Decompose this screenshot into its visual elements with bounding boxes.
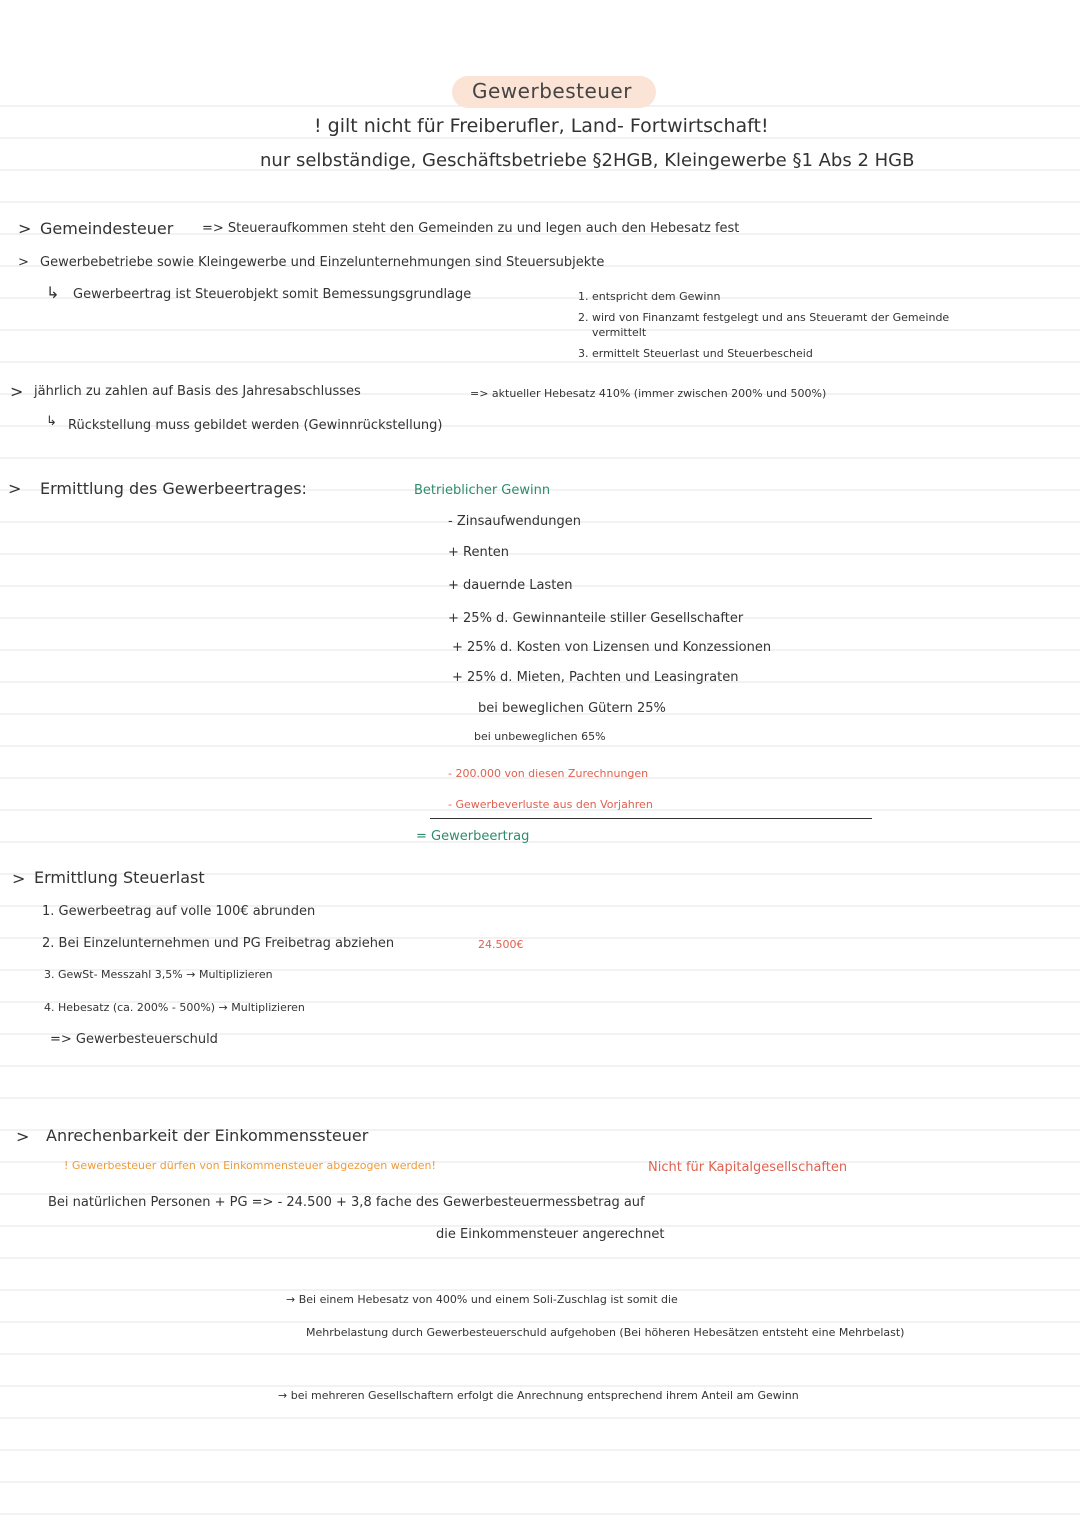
chevron-icon: >: [8, 479, 22, 498]
page-title: Gewerbesteuer: [472, 79, 632, 103]
calc-item: + Renten: [448, 545, 510, 560]
section-heading-anrechenbarkeit: Anrechenbarkeit der Einkommenssteuer: [46, 1126, 369, 1145]
provision-note: Rückstellung muss gebildet werden (Gewinnrückstellung): [68, 418, 443, 433]
step-item: 2. Bei Einzelunternehmen und PG Freibetrag abziehen: [42, 936, 395, 951]
step-item: 4. Hebesatz (ca. 200% - 500%) → Multiplizieren: [44, 1001, 305, 1014]
calc-sub-item: bei unbeweglichen 65%: [474, 730, 606, 743]
calc-item: + 25% d. Mieten, Pachten und Leasingraten: [452, 670, 739, 685]
municipal-tax-label: Gemeindesteuer: [40, 219, 174, 238]
deduction-item: - 200.000 von diesen Zurechnungen: [448, 767, 649, 780]
hook-arrow-icon: ↳: [46, 283, 60, 302]
chevron-icon: >: [10, 382, 24, 401]
tax-debt-result: => Gewerbesteuerschuld: [50, 1032, 218, 1047]
exception-note: Nicht für Kapitalgesellschaften: [648, 1160, 848, 1175]
note-item: 3. ermittelt Steuerlast und Steuerbescheid: [578, 347, 813, 360]
note-item: 1. entspricht dem Gewinn: [578, 290, 721, 303]
chevron-icon: >: [18, 255, 29, 270]
step-item: 1. Gewerbeetrag auf volle 100€ abrunden: [42, 904, 316, 919]
rate-note: → Bei einem Hebesatz von 400% und einem Soli-Zuschlag ist somit die: [286, 1293, 678, 1306]
calc-item: + dauernde Lasten: [448, 578, 573, 593]
section-heading-steuerlast: Ermittlung Steuerlast: [34, 868, 205, 887]
step-item: 3. GewSt- Messzahl 3,5% → Multiplizieren: [44, 968, 273, 981]
chevron-icon: >: [16, 1127, 30, 1146]
calc-sub-item: bei beweglichen Gütern 25%: [478, 701, 666, 716]
note-item: 2. wird von Finanzamt festgelegt und ans Steueramt der Gemeinde: [578, 311, 950, 324]
chevron-icon: >: [12, 869, 26, 888]
hook-arrow-icon: ↳: [46, 414, 57, 429]
note-item: vermittelt: [592, 326, 647, 339]
deduction-warning: ! Gewerbesteuer dürfen von Einkommensteuer abgezogen werden!: [64, 1159, 436, 1172]
chevron-icon: >: [18, 219, 32, 238]
gewerbeertrag-result: = Gewerbeertrag: [416, 829, 530, 844]
credit-rule-cont: die Einkommensteuer angerechnet: [436, 1227, 665, 1242]
operating-profit: Betrieblicher Gewinn: [414, 483, 551, 498]
rate-note-cont: Mehrbelastung durch Gewerbesteuerschuld aufgehoben (Bei höheren Hebesätzen entsteht eine Mehrbelast): [306, 1326, 905, 1339]
scope-line: nur selbständige, Geschäftsbetriebe §2HGB, Kleingewerbe §1 Abs 2 HGB: [260, 150, 915, 171]
current-rate: => aktueller Hebesatz 410% (immer zwischen 200% und 500%): [470, 387, 827, 400]
annual-payment: jährlich zu zahlen auf Basis des Jahresabschlusses: [34, 384, 361, 399]
sum-line: [430, 818, 872, 819]
deduction-item: - Gewerbeverluste aus den Vorjahren: [448, 798, 653, 811]
calc-item: - Zinsaufwendungen: [448, 514, 581, 529]
tax-object: Gewerbeertrag ist Steuerobjekt somit Bemessungsgrundlage: [73, 287, 472, 302]
municipal-tax-text: => Steueraufkommen steht den Gemeinden zu und legen auch den Hebesatz fest: [202, 221, 740, 236]
scope-note: ! gilt nicht für Freiberufler, Land- Fortwirtschaft!: [314, 115, 769, 137]
partners-note: → bei mehreren Gesellschaftern erfolgt die Anrechnung entsprechend ihrem Anteil am Gewinn: [278, 1389, 799, 1402]
calc-item: + 25% d. Gewinnanteile stiller Gesellschafter: [448, 611, 744, 626]
allowance-amount: 24.500€: [478, 938, 524, 951]
calc-item: + 25% d. Kosten von Lizensen und Konzessionen: [452, 640, 772, 655]
credit-rule: Bei natürlichen Personen + PG => - 24.500 + 3,8 fache des Gewerbesteuermessbetrag auf: [48, 1195, 645, 1210]
section-heading-gewerbeertrag: Ermittlung des Gewerbeertrages:: [40, 479, 307, 498]
tax-subjects: Gewerbebetriebe sowie Kleingewerbe und Einzelunternehmungen sind Steuersubjekte: [40, 255, 605, 270]
